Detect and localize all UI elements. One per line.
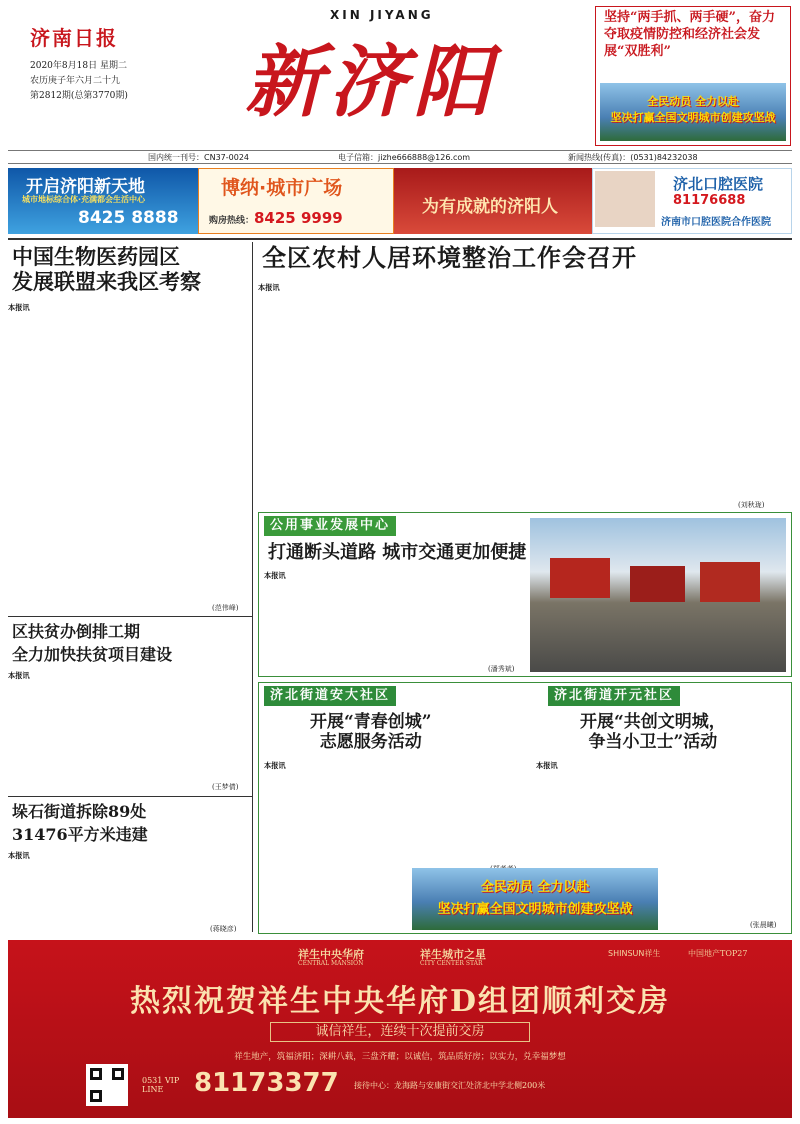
ad-dental-hospital[interactable] <box>592 168 792 234</box>
article4-body-col2 <box>130 670 246 788</box>
masthead-title: 新济阳 <box>245 37 498 128</box>
ad4-photo <box>595 171 655 227</box>
ad2-title: 博纳·城市广场 <box>221 177 343 199</box>
article1-headline-line-2: 发展联盟来我区考察 <box>12 269 201 295</box>
article6-body-col2 <box>400 760 530 872</box>
bottom-ad-shinsun[interactable] <box>8 940 792 1118</box>
ad1-sub: 城市地标综合体·充满都会生活中心 <box>22 195 146 204</box>
article2-lead: 本报讯 <box>258 283 280 292</box>
article2-headline: 全区农村人居环境整治工作会召开 <box>262 243 637 272</box>
article5-headline-line-1: 垛石街道拆除89处 <box>12 802 147 821</box>
article5-body-col2 <box>130 850 246 934</box>
ad1-title: 开启济阳新天地 <box>26 177 145 197</box>
slogan-text: 坚持“两手抓、两手硬”，奋力夺取疫情防控和经济社会发展“双胜利” <box>604 10 775 59</box>
ad1-phone: 8425 8888 <box>78 208 179 228</box>
article1-lead: 本报讯 <box>8 303 30 312</box>
article6-headline <box>310 712 432 753</box>
qr-code-icon <box>86 1064 128 1106</box>
bottom-ad-headline: 热烈祝贺祥生中央华府D组团顺利交房 <box>129 984 670 1019</box>
article6-lead: 本报讯 <box>264 761 286 770</box>
article4-headline-line-2: 全力加快扶贫项目建设 <box>12 645 173 665</box>
article7-headline-line-2: 争当小卫士”活动 <box>588 732 718 753</box>
bottom-ad-phone: 81173377 <box>194 1068 339 1098</box>
article5-headline-line-2: 31476平方米违建 <box>12 825 148 845</box>
masthead-pinyin: XIN JIYANG <box>330 8 434 22</box>
phone-label: 0531 VIP LINE <box>142 1076 180 1094</box>
ad4-phone: 81176688 <box>673 193 746 208</box>
brand2-en: CITY CENTER STAR <box>420 960 483 967</box>
article2-body-col4 <box>660 282 788 507</box>
article2-byline: (刘秋珑) <box>738 501 765 509</box>
info-bar <box>8 150 792 164</box>
article1-byline: (范伟峰) <box>212 604 239 612</box>
brand4: 中国地产TOP27 <box>688 949 748 958</box>
article7-body-col2 <box>662 760 786 928</box>
ad-xintiandi[interactable] <box>8 168 198 234</box>
ad-jiyang-people[interactable] <box>394 168 592 234</box>
ad4-sub: 济南市口腔医院合作医院 <box>661 217 771 228</box>
article3-lead: 本报讯 <box>264 571 286 580</box>
lunar-date: 农历庚子年六月二十九 <box>30 76 121 86</box>
slogan-banner-line-1: 全民动员 全力以赴 <box>647 95 739 108</box>
article3-byline: (潘秀斌) <box>488 665 515 673</box>
brand1: 祥生中央华府 <box>298 948 364 961</box>
issue-meta <box>30 59 210 104</box>
article3-headline: 打通断头道路 城市交通更加便捷 <box>268 542 527 563</box>
slogan-box <box>595 6 791 146</box>
issue-date: 2020年8月18日 <box>30 61 98 71</box>
article1-body-col2 <box>130 302 246 614</box>
brand2: 祥生城市之星 <box>420 948 486 961</box>
article6-tag: 济北街道安大社区 <box>264 686 396 706</box>
brand3: SHINSUN祥生 <box>608 949 661 958</box>
article6-headline-line-1: 开展“青春创城” <box>310 712 432 732</box>
article4-body-col1 <box>8 670 124 788</box>
banner-line-1: 全民动员 全力以赴 <box>480 880 590 895</box>
article5-lead: 本报讯 <box>8 851 30 860</box>
article7-lead: 本报讯 <box>536 761 558 770</box>
article1-headline-line-1: 中国生物医药园区 <box>12 244 180 269</box>
email: 电子信箱：jizhe666888@126.com <box>338 153 471 162</box>
article2-body-col2 <box>392 282 520 507</box>
article3-body-col2 <box>396 570 522 672</box>
article1-body-col1 <box>8 302 124 614</box>
issue-number: 第2812期(总第3770期) <box>30 91 128 101</box>
article4-headline <box>12 622 172 664</box>
article4-headline-line-1: 区扶贫办倒排工期 <box>12 622 141 641</box>
article5-byline: (蒋晓彦) <box>210 925 237 933</box>
article6-headline-line-2: 志愿服务活动 <box>319 732 422 753</box>
article6-body-col1 <box>264 760 394 872</box>
article5-body-col1 <box>8 850 124 934</box>
article3-tag: 公用事业发展中心 <box>264 516 396 536</box>
article3-photo-trucks <box>530 518 786 672</box>
ad2-phone-label: 购房热线： <box>209 216 255 226</box>
article3-body-col1 <box>264 570 390 672</box>
article7-body-col1 <box>536 760 656 872</box>
bottom-ad-tagline: 祥生地产，筑福济阳；深耕八载，三盘齐耀；以诚信，筑品质好房；以实力，兑幸福梦想 <box>234 1052 566 1062</box>
banner-line-2: 坚决打赢全国文明城市创建攻坚战 <box>437 902 633 917</box>
ad2-phone: 8425 9999 <box>254 209 343 227</box>
article2-body-col3 <box>526 282 654 507</box>
civilization-banner-image <box>412 868 658 930</box>
ad3-title: 为有成就的济阳人 <box>422 197 558 217</box>
article1-headline <box>12 244 201 294</box>
article4-byline: (王梦倩) <box>212 783 239 791</box>
cn-number: 国内统一刊号：CN37-0024 <box>148 153 249 162</box>
article4-lead: 本报讯 <box>8 671 30 680</box>
hotline: 新闻热线(传真)：(0531)84232038 <box>568 153 698 162</box>
paper-name: 济南日报 <box>30 26 118 50</box>
article7-headline-line-1: 开展“共创文明城， <box>580 712 726 732</box>
brand1-en: CENTRAL MANSION <box>298 960 364 967</box>
issue-weekday: 星期二 <box>99 61 127 71</box>
article7-headline <box>580 712 726 753</box>
ad-bona[interactable] <box>198 168 394 234</box>
bottom-ad-sub: 诚信祥生，连续十次提前交房 <box>270 1022 530 1042</box>
article7-tag: 济北街道开元社区 <box>548 686 680 706</box>
article5-headline <box>12 802 148 844</box>
article7-byline: (张晨曦) <box>750 921 777 929</box>
slogan-banner-image <box>600 83 786 141</box>
ad4-title: 济北口腔医院 <box>673 175 764 193</box>
bottom-ad-address: 接待中心：龙海路与安康街交汇处济北中学北侧200米 <box>354 1081 546 1090</box>
masthead-left <box>30 22 210 104</box>
slogan-banner-line-2: 坚决打赢全国文明城市创建攻坚战 <box>610 111 776 124</box>
article2-body-col1 <box>258 282 386 507</box>
